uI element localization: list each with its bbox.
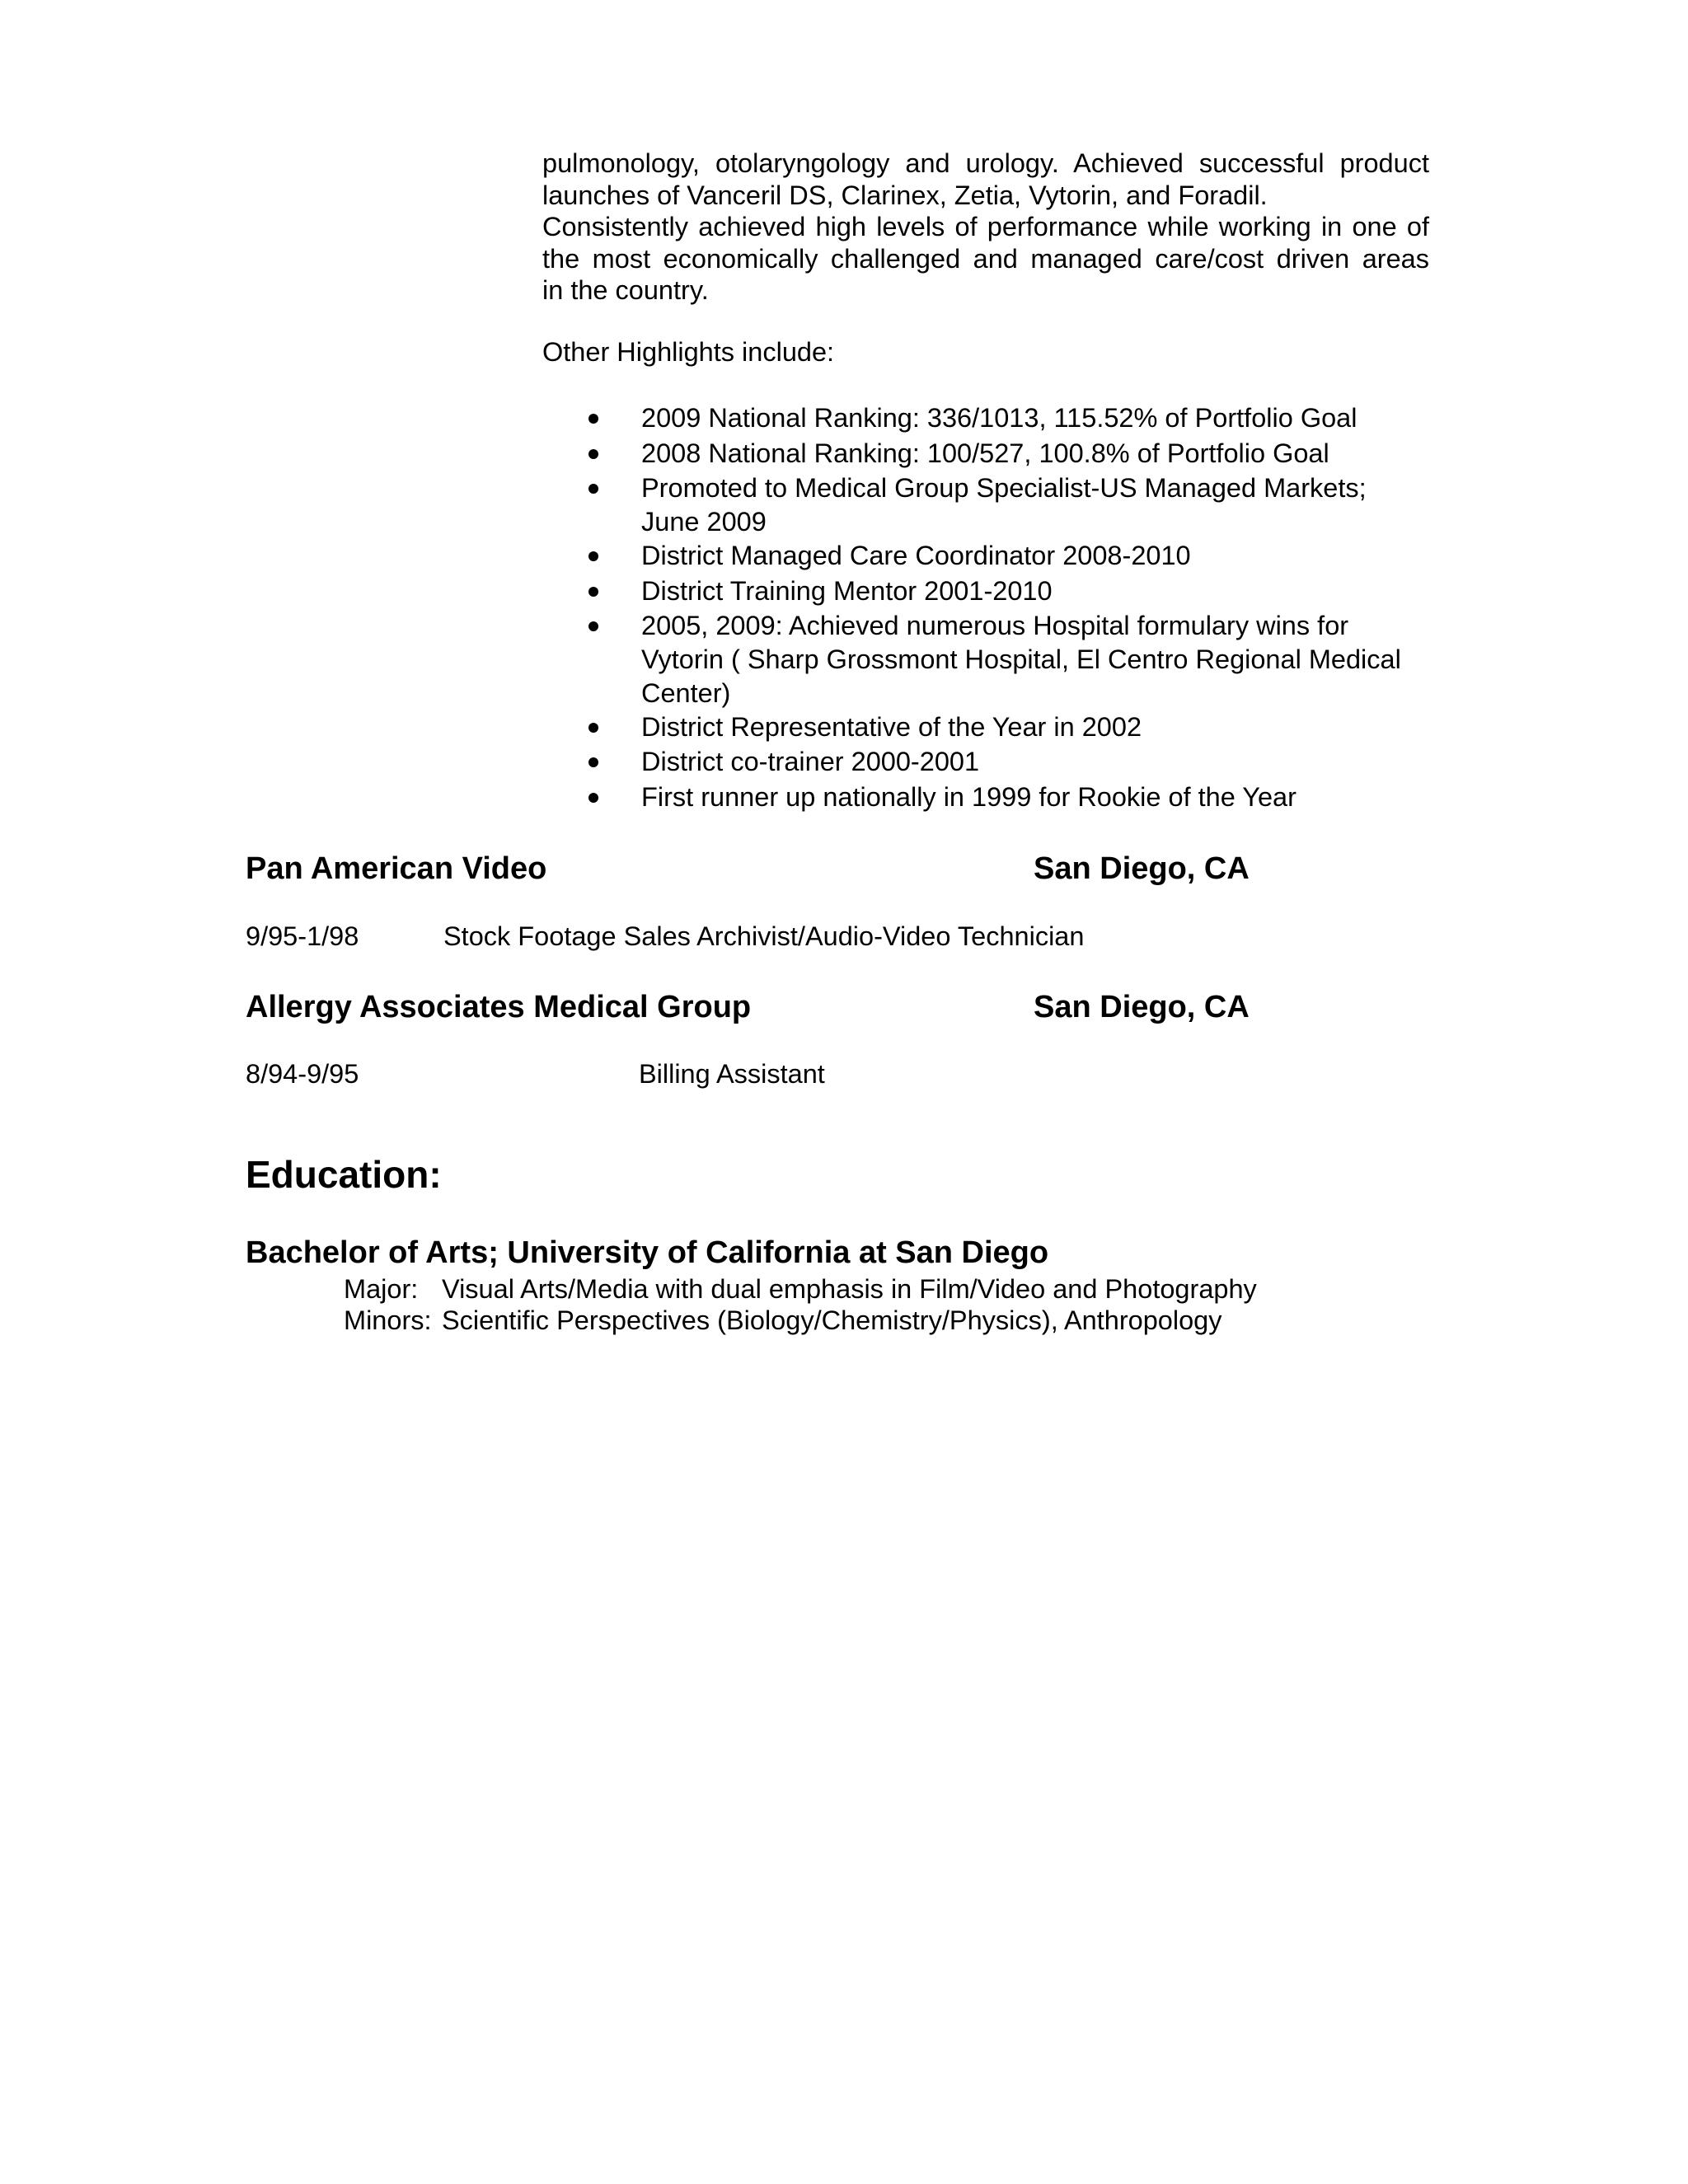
experience-description	[542, 148, 1429, 307]
list-item: Promoted to Medical Group Specialist-US Managed Markets; June 2009	[588, 472, 1446, 540]
description-line: the most economically challenged and managed care/cost driven areas	[542, 243, 1429, 274]
job-location: San Diego, CA	[1034, 990, 1250, 1024]
bullet-icon	[588, 793, 598, 803]
major-value: Visual Arts/Media with dual emphasis in Film/Video and Photography	[442, 1274, 1257, 1304]
highlights-label: Other Highlights include:	[542, 337, 835, 367]
major-line	[344, 1273, 1257, 1305]
bullet-icon	[588, 757, 598, 767]
list-item: 2008 National Ranking: 100/527, 100.8% of Portfolio Goal	[588, 438, 1446, 473]
bullet-icon	[588, 551, 598, 561]
list-item: District Training Mentor 2001-2010	[588, 575, 1446, 611]
education-heading: Education:	[246, 1153, 442, 1196]
major-label: Major:	[344, 1274, 419, 1304]
bullet-icon	[588, 449, 598, 459]
minors-line	[344, 1305, 1221, 1337]
job-title: Billing Assistant	[639, 1059, 825, 1089]
minors-label: Minors:	[344, 1305, 432, 1335]
description-line: pulmonology, otolaryngology and urology. Achieved successful product	[542, 148, 1429, 178]
bullet-icon	[588, 484, 598, 494]
bullet-icon	[588, 621, 598, 631]
description-line: Consistently achieved high levels of performance while working in one of	[542, 212, 1429, 241]
job-company: Allergy Associates Medical Group	[246, 990, 752, 1024]
job-dates: 8/94-9/95	[246, 1059, 359, 1089]
job-location: San Diego, CA	[1034, 851, 1250, 886]
bullet-icon	[588, 723, 598, 733]
list-item: 2005, 2009: Achieved numerous Hospital formulary wins for Vytorin ( Sharp Grossmont Hospital, El Centro Regional Medical Center)	[588, 610, 1446, 711]
job-company: Pan American Video	[246, 851, 547, 886]
list-item: 2009 National Ranking: 336/1013, 115.52% of Portfolio Goal	[588, 402, 1446, 438]
list-item: District Representative of the Year in 2002	[588, 711, 1446, 747]
minors-value: Scientific Perspectives (Biology/Chemistry/Physics), Anthropology	[442, 1305, 1222, 1335]
job-dates: 9/95-1/98	[246, 921, 359, 951]
highlights-list	[588, 402, 1446, 816]
degree-title: Bachelor of Arts; University of California at San Diego	[246, 1235, 1049, 1270]
job-title: Stock Footage Sales Archivist/Audio-Video Technician	[443, 921, 1085, 951]
description-line: in the country.	[542, 275, 709, 305]
bullet-icon	[588, 414, 598, 424]
list-item: District Managed Care Coordinator 2008-2010	[588, 540, 1446, 575]
bullet-icon	[588, 587, 598, 597]
list-item: District co-trainer 2000-2001	[588, 746, 1446, 781]
description-line: launches of Vanceril DS, Clarinex, Zetia, Vytorin, and Foradil.	[542, 180, 1268, 210]
list-item: First runner up nationally in 1999 for Rookie of the Year	[588, 781, 1446, 817]
